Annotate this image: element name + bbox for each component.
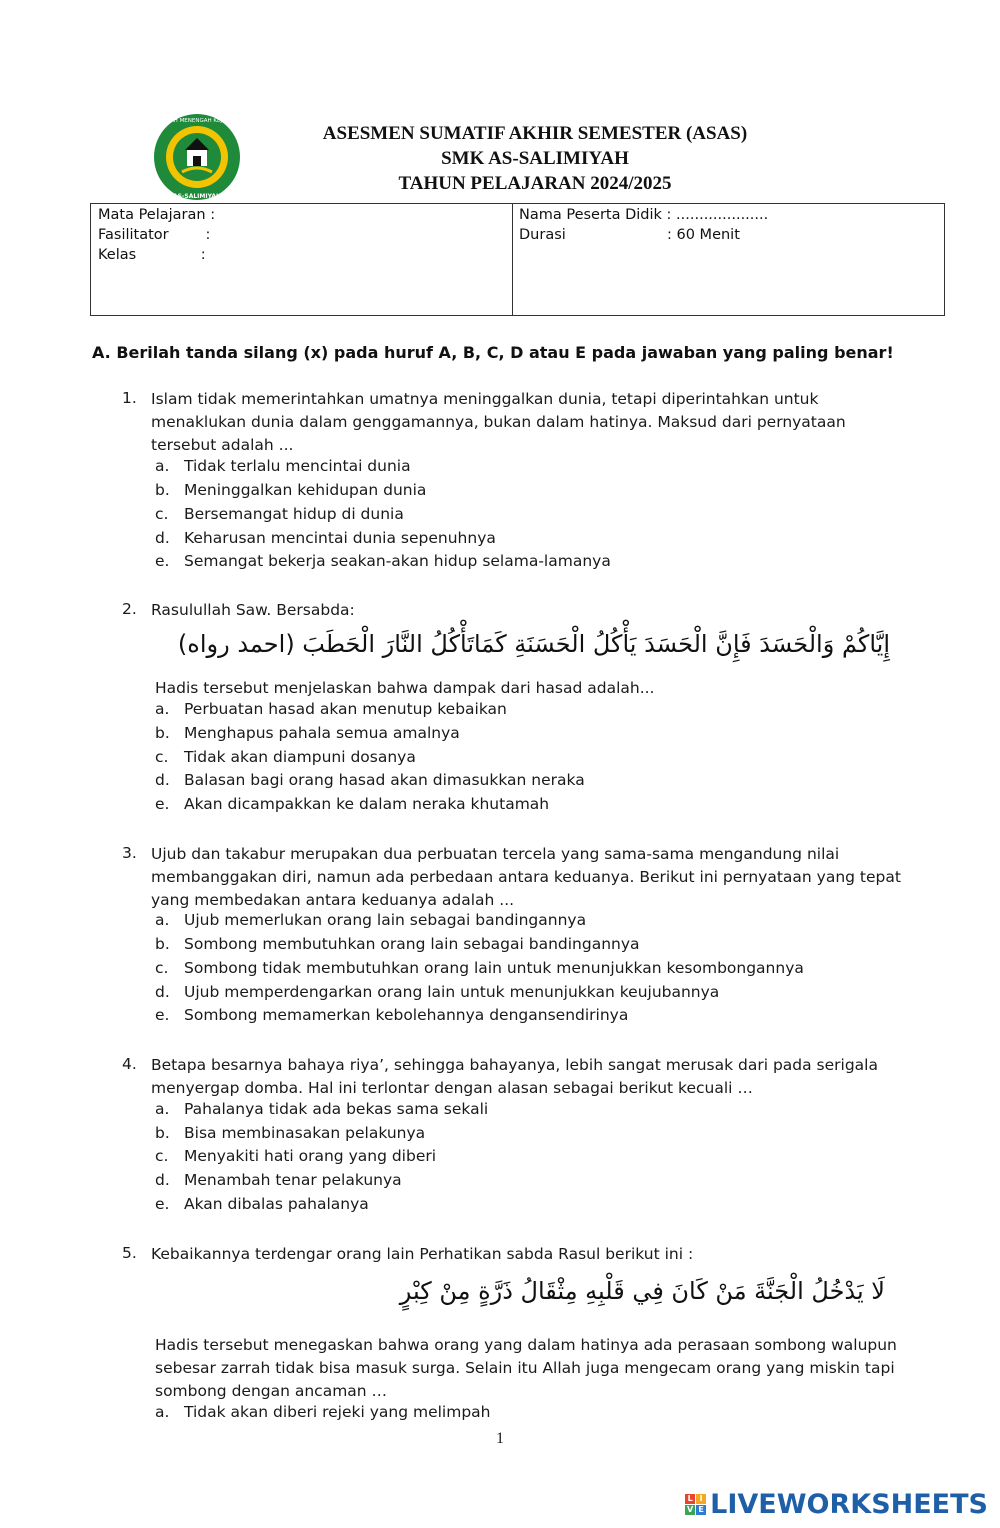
- watermark-text: LIVEWORKSHEETS: [710, 1488, 988, 1520]
- option-item[interactable]: d. Keharusan mencintai dunia sepenuhnya: [155, 529, 496, 547]
- option-item[interactable]: b. Meninggalkan kehidupan dunia: [155, 481, 427, 499]
- question-text: Betapa besarnya bahaya riya’, sehingga bahayanya, lebih sangat merusak dari pada serigala menyergap domba. Hal ini terlontar dengan alasan sebagai berikut kecuali …: [151, 1056, 878, 1097]
- question-number: 1.: [122, 389, 137, 407]
- option-item[interactable]: e. Akan dibalas pahalanya: [155, 1195, 369, 1213]
- option-item[interactable]: e. Akan dicampakkan ke dalam neraka khutamah: [155, 795, 550, 813]
- question-text: Rasulullah Saw. Bersabda:: [151, 601, 355, 619]
- option-item[interactable]: e. Semangat bekerja seakan-akan hidup selama-lamanya: [155, 552, 611, 570]
- identity-table: [90, 203, 945, 316]
- question-number: 3.: [122, 844, 137, 862]
- header-title-line3: TAHUN PELAJARAN 2024/2025: [398, 173, 672, 194]
- section-a-instruction: A. Berilah tanda silang (x) pada huruf A, B, C, D atau E pada jawaban yang paling benar!: [92, 343, 894, 362]
- duration-label: Durasi: [519, 227, 566, 243]
- option-item[interactable]: c. Sombong tidak membutuhkan orang lain untuk menunjukkan kesombongannya: [155, 959, 804, 977]
- liveworksheets-logo-icon: L I V E: [685, 1494, 706, 1515]
- option-item[interactable]: d. Ujub memperdengarkan orang lain untuk menunjukkan keujubannya: [155, 983, 720, 1001]
- table-divider: [512, 204, 513, 315]
- question-number: 5.: [122, 1244, 137, 1262]
- option-item[interactable]: b. Menghapus pahala semua amalnya: [155, 724, 460, 742]
- option-item[interactable]: e. Sombong memamerkan kebolehannya dengansendirinya: [155, 1006, 629, 1024]
- option-item[interactable]: c. Menyakiti hati orang yang diberi: [155, 1147, 437, 1165]
- option-item[interactable]: a. Ujub memerlukan orang lain sebagai bandingannya: [155, 911, 587, 929]
- option-item[interactable]: a. Tidak akan diberi rejeki yang melimpah: [155, 1403, 491, 1421]
- option-item[interactable]: c. Tidak akan diampuni dosanya: [155, 748, 416, 766]
- logo-text-top: SEKOLAH MENENGAH KEJURUAN: [152, 118, 242, 124]
- option-item[interactable]: a. Perbuatan hasad akan menutup kebaikan: [155, 700, 507, 718]
- question-number: 2.: [122, 600, 137, 618]
- school-logo: [152, 112, 242, 202]
- question-text: Ujub dan takabur merupakan dua perbuatan tercela yang sama-sama mengandung nilai membanggakan diri, namun ada perbedaan antara keduanya. Berikut ini pernyataan yang tepat yang membedakan antara keduanya adalah ...: [151, 845, 901, 909]
- duration-value: : 60 Menit: [667, 227, 740, 243]
- logo-text-bottom: AS-SALIMIYAH: [172, 193, 222, 200]
- student-name-label: Nama Peserta Didik : ....................: [519, 207, 769, 223]
- facilitator-label: Fasilitator :: [98, 227, 211, 243]
- question-followup: Hadis tersebut menegaskan bahwa orang yang dalam hatinya ada perasaan sombong walupun sebesar zarrah tidak bisa masuk surga. Selain itu Allah juga mengecam orang yang miskin tapi sombong dengan ancaman …: [155, 1336, 897, 1400]
- header-title-line1: ASESMEN SUMATIF AKHIR SEMESTER (ASAS): [322, 123, 748, 144]
- subject-label: Mata Pelajaran :: [98, 207, 216, 223]
- question-text: Kebaikannya terdengar orang lain Perhatikan sabda Rasul berikut ini :: [151, 1245, 694, 1263]
- option-item[interactable]: a. Tidak terlalu mencintai dunia: [155, 457, 411, 475]
- question-number: 4.: [122, 1055, 137, 1073]
- class-label: Kelas :: [98, 247, 206, 263]
- arabic-hadith: إِيَّاكُمْ وَالْحَسَدَ فَإِنَّ الْحَسَدَ يَأْكُلُ الْحَسَنَةِ كَمَاتَأْكُلُ النَّارَ الْحَطَبَ (احمد رواه): [177, 630, 890, 658]
- liveworksheets-watermark: [685, 1488, 988, 1520]
- header-title-line2: SMK AS-SALIMIYAH: [441, 148, 629, 169]
- arabic-hadith: لَا يَدْخُلُ الْجَنَّةَ مَنْ كَانَ فِي قَلْبِهِ مِثْقَالُ ذَرَّةٍ مِنْ كِبْرٍ: [399, 1277, 885, 1305]
- question-text: Islam tidak memerintahkan umatnya meninggalkan dunia, tetapi diperintahkan untuk menaklukan dunia dalam genggamannya, bukan dalam hatinya. Maksud dari pernyataan tersebut adalah ...: [151, 390, 846, 454]
- option-item[interactable]: a. Pahalanya tidak ada bekas sama sekali: [155, 1100, 489, 1118]
- option-item[interactable]: b. Sombong membutuhkan orang lain sebagai bandingannya: [155, 935, 640, 953]
- page-number: 1: [496, 1430, 504, 1447]
- option-item[interactable]: d. Balasan bagi orang hasad akan dimasukkan neraka: [155, 771, 585, 789]
- option-item[interactable]: d. Menambah tenar pelakunya: [155, 1171, 402, 1189]
- option-item[interactable]: c. Bersemangat hidup di dunia: [155, 505, 404, 523]
- option-item[interactable]: b. Bisa membinasakan pelakunya: [155, 1124, 426, 1142]
- question-followup: Hadis tersebut menjelaskan bahwa dampak dari hasad adalah...: [155, 679, 655, 697]
